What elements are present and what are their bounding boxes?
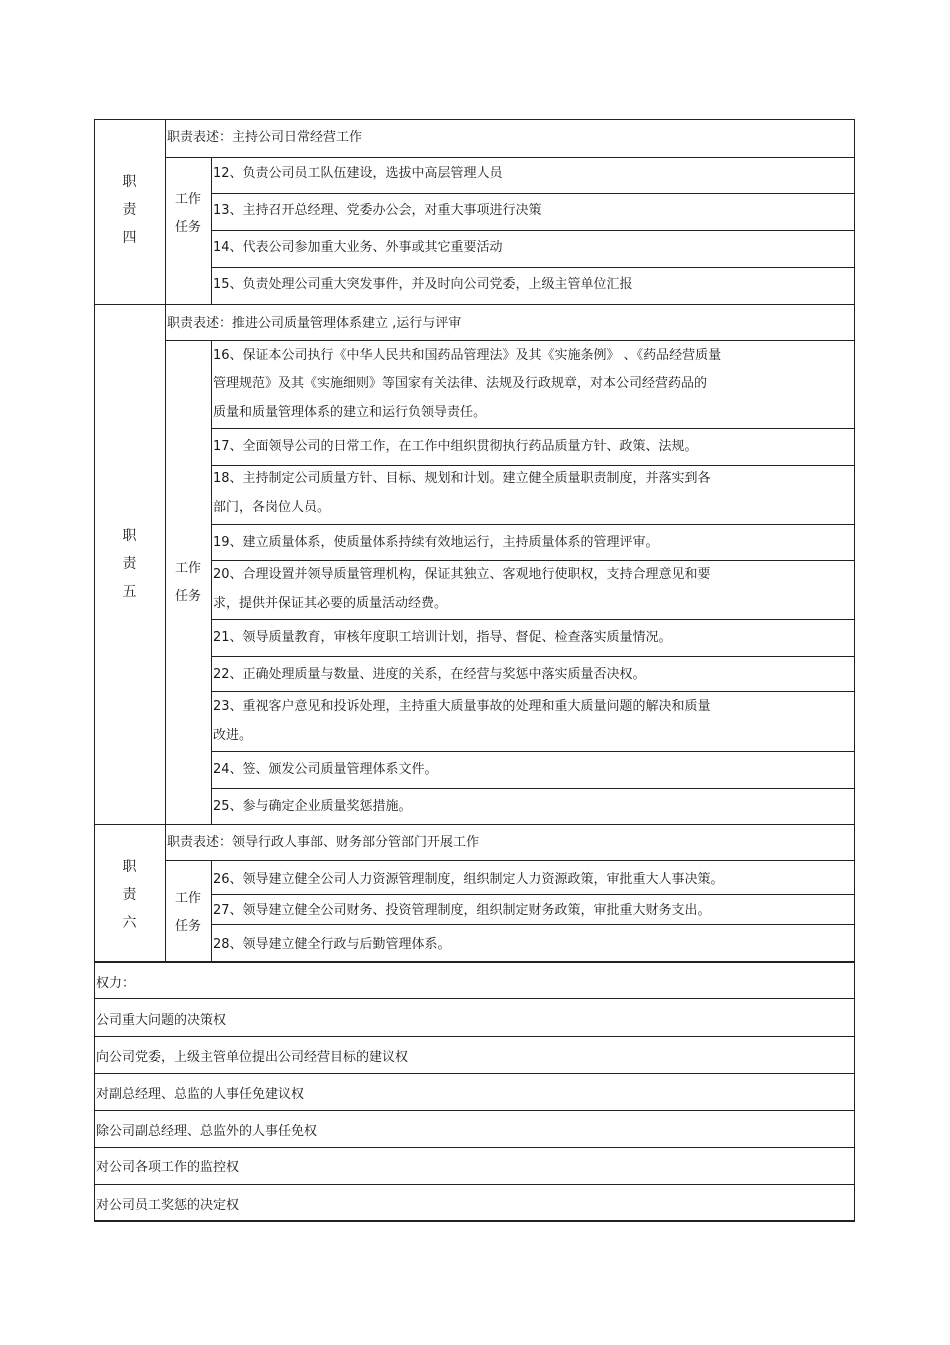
- section-title: 职 责 四: [122, 174, 137, 246]
- row-divider: [211, 230, 855, 231]
- task-item: 12、负责公司员工队伍建设，选拔中高层管理人员: [213, 166, 503, 181]
- row-divider: [94, 1110, 855, 1111]
- row-divider: [94, 1073, 855, 1074]
- section-title: 职 责 五: [122, 528, 137, 600]
- task-item: 21、领导质量教育，审核年度职工培训计划，指导、督促、检查落实质量情况。: [213, 630, 672, 645]
- table-border: [854, 119, 855, 1221]
- row-divider: [211, 267, 855, 268]
- table-border: [165, 119, 166, 961]
- duty-description: 职责表述：领导行政人事部、财务部分管部门开展工作: [167, 835, 480, 850]
- task-item: 23、重视客户意见和投诉处理，主持重大质量事故的处理和重大质量问题的解决和质量: [213, 699, 711, 714]
- task-item: 13、主持召开总经理、党委办公会，对重大事项进行决策: [213, 203, 542, 218]
- right-item: 对副总经理、总监的人事任免建议权: [96, 1087, 305, 1102]
- duty-description: 职责表述：主持公司日常经营工作: [167, 130, 363, 145]
- row-divider: [211, 428, 855, 429]
- table-border: [94, 119, 95, 1221]
- task-item: 27、领导建立健全公司财务、投资管理制度，组织制定财务政策，审批重大财务支出。: [213, 903, 711, 918]
- task-item: 19、建立质量体系，使质量体系持续有效地运行，主持质量体系的管理评审。: [213, 535, 659, 550]
- row-divider: [94, 1184, 855, 1185]
- task-item: 28、领导建立健全行政与后勤管理体系。: [213, 937, 451, 952]
- right-item: 向公司党委，上级主管单位提出公司经营目标的建议权: [96, 1050, 409, 1065]
- row-divider: [211, 619, 855, 620]
- table-border: [94, 119, 855, 120]
- task-item: 20、合理设置并领导质量管理机构，保证其独立、客观地行使职权，支持合理意见和要: [213, 567, 711, 582]
- task-label: 工作 任务: [174, 891, 201, 934]
- section-title: 职 责 六: [122, 859, 137, 931]
- table-border: [94, 1220, 855, 1222]
- row-divider: [211, 656, 855, 657]
- row-divider: [211, 751, 855, 752]
- row-divider: [94, 1147, 855, 1148]
- row-divider: [94, 998, 855, 999]
- task-item-cont: 求，提供并保证其必要的质量活动经费。: [213, 596, 448, 611]
- row-divider: [211, 788, 855, 789]
- task-item-cont: 部门，各岗位人员。: [213, 500, 331, 515]
- task-label: 工作 任务: [174, 561, 201, 604]
- task-item-cont: 管理规范》及其《实施细则》等国家有关法律、法规及行政规章，对本公司经营药品的: [213, 376, 708, 391]
- row-divider: [211, 924, 855, 925]
- task-item-cont: 改进。: [213, 728, 253, 743]
- col-divider: [211, 860, 212, 961]
- right-item: 除公司副总经理、总监外的人事任免权: [96, 1124, 318, 1139]
- section-divider: [94, 824, 855, 825]
- section-divider: [94, 961, 855, 963]
- task-item: 18、主持制定公司质量方针、目标、规划和计划。建立健全质量职责制度，并落实到各: [213, 471, 711, 486]
- row-divider: [165, 157, 855, 158]
- right-item: 对公司员工奖惩的决定权: [96, 1198, 240, 1213]
- row-divider: [211, 465, 855, 466]
- task-item: 24、签、颁发公司质量管理体系文件。: [213, 762, 438, 777]
- section-divider: [94, 304, 855, 305]
- task-item: 22、正确处理质量与数量、进度的关系，在经营与奖惩中落实质量否决权。: [213, 667, 646, 682]
- row-divider: [165, 340, 855, 341]
- task-item: 17、全面领导公司的日常工作，在工作中组织贯彻执行药品质量方针、政策、法规。: [213, 439, 698, 454]
- row-divider: [211, 524, 855, 525]
- task-item: 16、保证本公司执行《中华人民共和国药品管理法》及其《实施条例》 、《药品经营质量: [213, 348, 722, 363]
- row-divider: [211, 894, 855, 895]
- row-divider: [211, 691, 855, 692]
- row-divider: [94, 1036, 855, 1037]
- task-item-cont: 质量和质量管理体系的建立和运行负领导责任。: [213, 405, 487, 420]
- task-label: 工作 任务: [174, 192, 201, 235]
- row-divider: [211, 193, 855, 194]
- row-divider: [165, 860, 855, 861]
- row-divider: [211, 560, 855, 561]
- task-item: 26、领导建立健全公司人力资源管理制度，组织制定人力资源政策，审批重大人事决策。: [213, 872, 724, 887]
- task-item: 14、代表公司参加重大业务、外事或其它重要活动: [213, 240, 503, 255]
- rights-heading: 权力：: [96, 976, 136, 991]
- right-item: 公司重大问题的决策权: [96, 1013, 227, 1028]
- task-item: 25、参与确定企业质量奖惩措施。: [213, 799, 412, 814]
- duty-description: 职责表述：推进公司质量管理体系建立 ,运行与评审: [167, 316, 462, 331]
- task-item: 15、负责处理公司重大突发事件，并及时向公司党委，上级主管单位汇报: [213, 277, 633, 292]
- right-item: 对公司各项工作的监控权: [96, 1160, 240, 1175]
